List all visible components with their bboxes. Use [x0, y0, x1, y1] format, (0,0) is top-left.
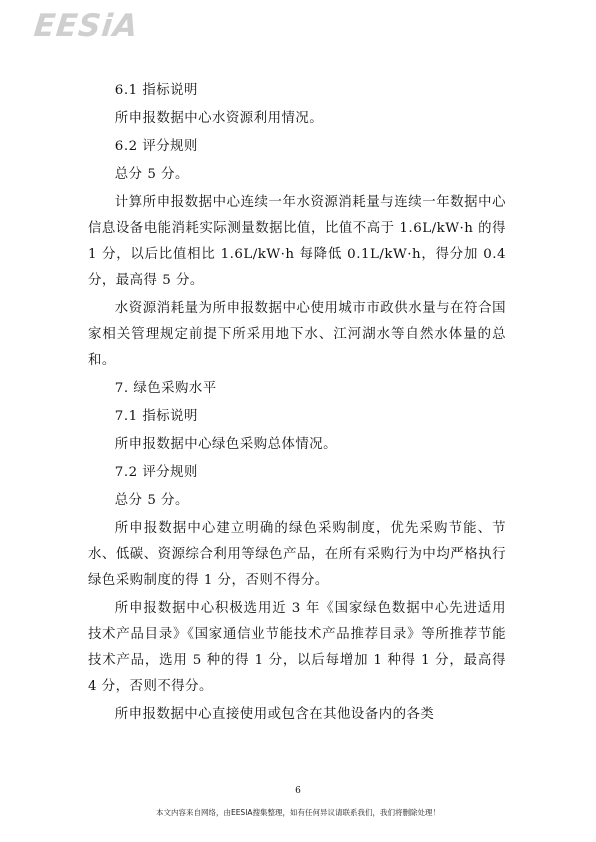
footer-disclaimer: 本文内容来自网络，由EESIA搜集整理，如有任何异议请联系我们，我们将删除处理！ — [155, 808, 441, 817]
paragraph: 所申报数据中心直接使用或包含在其他设备内的各类 — [114, 707, 435, 722]
section-7-heading: 7. 绿色采购水平 — [114, 381, 217, 396]
section-6-1-heading: 6.1 指标说明 — [114, 83, 198, 98]
section-7-1-heading: 7.1 指标说明 — [114, 409, 198, 424]
paragraph: 总分 5 分。 — [114, 167, 189, 182]
paragraph: 所申报数据中心绿色采购总体情况。 — [114, 437, 338, 452]
paragraph: 总分 5 分。 — [114, 493, 189, 508]
paragraph: 所申报数据中心建立明确的绿色采购制度，优先采购节能、节水、低碳、资源综合利用等绿色产品，在所有采购行为中均严格执行绿色采购制度的得 1 分，否则不得分。 — [88, 521, 506, 588]
page-number: 6 — [295, 786, 301, 796]
paragraph: 所申报数据中心水资源利用情况。 — [114, 111, 324, 126]
section-7-2-heading: 7.2 评分规则 — [114, 465, 198, 480]
section-6-2-heading: 6.2 评分规则 — [114, 139, 198, 154]
paragraph: 计算所申报数据中心连续一年水资源消耗量与连续一年数据中心信息设备电能消耗实际测量数据比值，比值不高于 1.6L/kW·h 的得 1 分，以后比值相比 1.6L/kW·h 每降低 0.1L/kW·h，得分加 0.4 分，最高得 5 分。 — [88, 195, 506, 288]
eesia-logo: EESiA — [32, 8, 141, 44]
paragraph: 所申报数据中心积极选用近 3 年《国家绿色数据中心先进适用技术产品目录》《国家通信业节能技术产品推荐目录》等所推荐节能技术产品，选用 5 种的得 1 分，以后每增加 1 种得 1 分，最高得 4 分，否则不得分。 — [88, 601, 506, 694]
document-body — [88, 78, 506, 730]
paragraph: 水资源消耗量为所申报数据中心使用城市市政供水量与在符合国家相关管理规定前提下所采用地下水、江河湖水等自然水体量的总和。 — [88, 301, 506, 368]
